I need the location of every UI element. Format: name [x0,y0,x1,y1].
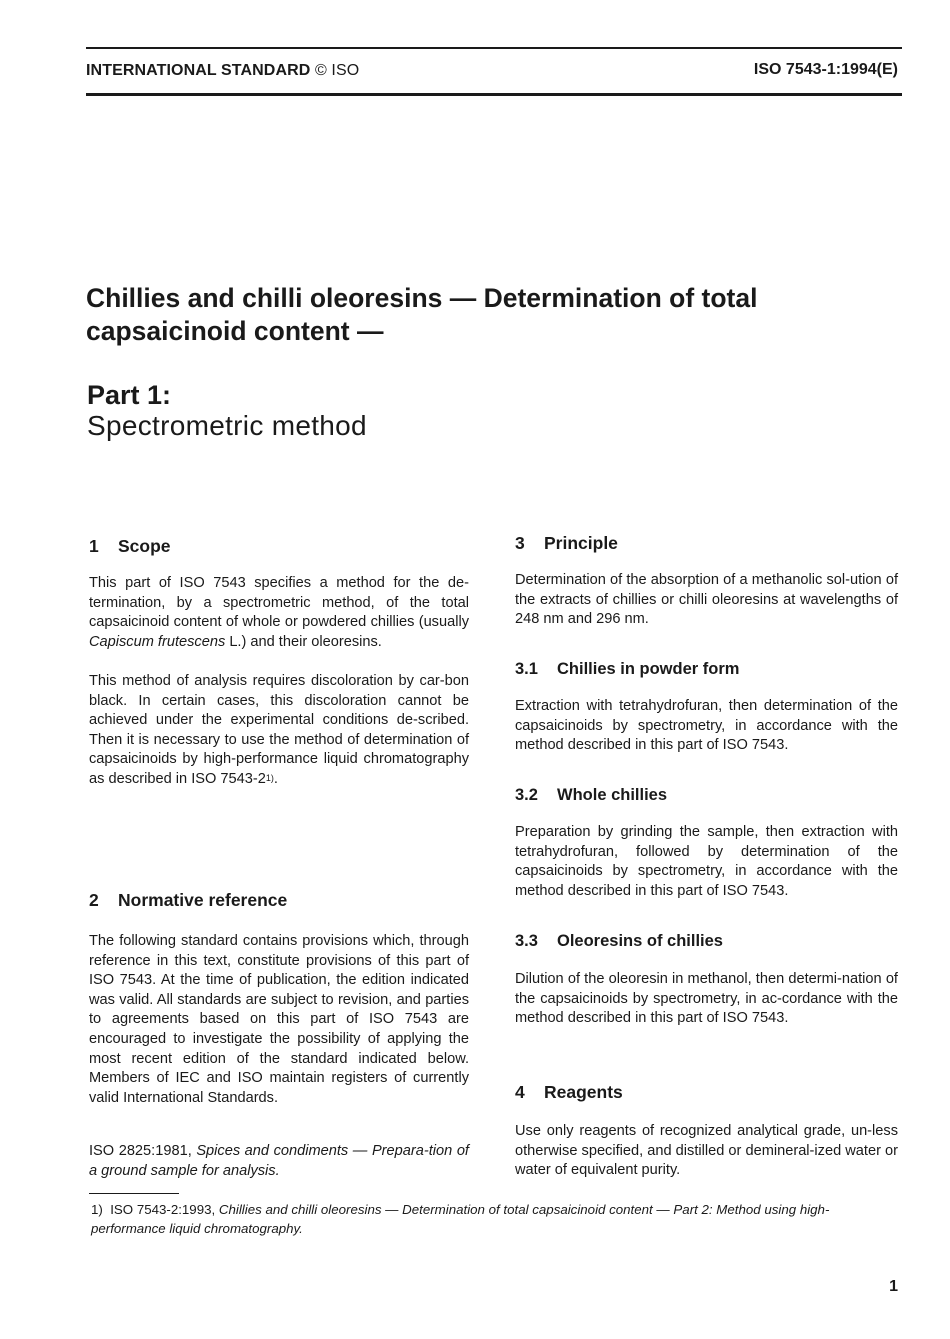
title-line-2: capsaicinoid content — [86,316,384,346]
scope-p1-text: This part of ISO 7543 specifies a method for the de-termination, by a spectrometric method, of the total capsaicinoid content of whole or powdered chillies (usually [89,575,469,631]
section-title: Normative reference [118,890,288,910]
section-heading-reagents [515,1082,898,1103]
scope-p2-end: . [273,770,278,787]
subsection-number: 3.3 [515,932,538,950]
footnote [91,1200,901,1238]
whole-chillies-paragraph [515,823,898,901]
subsection-title: Whole chillies [557,786,668,804]
section-heading-principle [515,533,898,554]
page-number: 1 [889,1278,898,1295]
subsection-title: Oleoresins of chillies [557,932,723,950]
header-bottom-rule [86,93,902,96]
section-scope [89,536,469,557]
part-label: Part 1: [87,380,172,410]
footnote-ref-title: Chillies and chilli oleoresins — Determination of total capsaicinoid content — Part 2: Method using high-performance liquid chromatography. [91,1202,830,1236]
reference-title: Spices and condiments — Prepara-tion of a ground sample for analysis. [89,1143,469,1179]
powder-form-paragraph [515,697,898,756]
subsection-number: 3.2 [515,786,538,804]
standard-label-text: INTERNATIONAL STANDARD [86,62,311,79]
section-reagents [515,1082,898,1103]
principle-paragraph [515,571,898,630]
subsection-number: 3.1 [515,660,538,678]
scope-p1-end: L.) and their oleoresins. [225,633,382,650]
section-number: 2 [89,890,99,910]
section-heading-scope [89,536,469,557]
document-title [86,282,886,348]
section-title: Scope [118,536,171,556]
subsection-heading-oleoresins [515,932,898,951]
reagents-p1-text: Use only reagents of recognized analytical grade, un-less otherwise specified, and distilled or demineral-ized water or water of equivalent purity. [515,1123,898,1179]
copyright-org: ISO [331,62,360,79]
section-normative-reference [89,890,469,911]
title-line-1: Chillies and chilli oleoresins — Determination of total [86,283,758,313]
scope-p1-species: Capiscum frutescens [89,633,226,650]
header-standard-label [86,62,359,80]
footnote-marker: 1) [91,1202,103,1217]
section-principle [515,533,898,554]
section-oleoresins [515,932,898,951]
reference-id: ISO 2825:1981, [89,1143,197,1159]
subsection-heading-whole-chillies [515,786,898,805]
principle-p1-text: Determination of the absorption of a methanolic sol-ution of the extracts of chillies or chilli oleoresins at wavelengths of 248 nm and 296 nm. [515,572,898,628]
scope-paragraph-2 [89,672,469,790]
section-title: Principle [544,533,618,553]
footnote-ref: 1) [265,772,274,783]
section-whole-chillies [515,786,898,805]
oleoresins-paragraph [515,970,898,1029]
oleoresins-p1-text: Dilution of the oleoresin in methanol, then determi-nation of the capsaicinoids by spectrometry, in ac-cordance with the method described in this part of ISO 7543. [515,971,898,1027]
copyright-symbol: © [314,62,327,79]
header-top-rule [86,47,902,49]
footnote-ref-id: ISO 7543-2:1993, [110,1202,219,1217]
powder-form-p1-text: Extraction with tetrahydrofuran, then determination of the capsaicinoids by spectrometry, in accordance with the method described in this part of ISO 7543. [515,698,898,754]
document-id: ISO 7543-1:1994(E) [753,61,898,78]
scope-p2-text: This method of analysis requires discoloration by car-bon black. In certain cases, this discoloration cannot be achieved under the experimental conditions de-scribed. Then it is necessary to use the method of determination of capsaicinoids by high-performance liquid chromatography as described in ISO 7543-2 [89,673,469,787]
whole-chillies-p1-text: Preparation by grinding the sample, then extraction with tetrahydrofuran, followed by determination of the capsaicinoids by spectrometry, in accordance with the method described in this part of ISO 7543. [515,824,898,899]
section-number: 3 [515,533,525,553]
footnote-rule [89,1193,179,1194]
normative-reference-entry [89,1142,469,1181]
part-subtitle: Spectrometric method [87,410,367,441]
section-title: Reagents [544,1082,623,1102]
normative-paragraph-1 [89,932,469,1108]
subsection-title: Chillies in powder form [557,660,740,678]
section-heading-normative-reference [89,890,469,911]
reagents-paragraph [515,1122,898,1181]
normative-p1-text: The following standard contains provisions which, through reference in this text, constitute provisions of this part of ISO 7543. At the time of publication, the edition indicated was valid. All standards are subject to revision, and parties to agreements based on this part of ISO 7543 are encouraged to investigate the possibility of applying the most recent edition of the standard indicated below. Members of IEC and ISO maintain registers of currently valid International Standards. [89,933,469,1106]
scope-paragraph-1 [89,574,469,652]
subsection-heading-powder-form [515,660,898,679]
section-powder-form [515,660,898,679]
section-number: 1 [89,536,99,556]
section-number: 4 [515,1082,525,1102]
